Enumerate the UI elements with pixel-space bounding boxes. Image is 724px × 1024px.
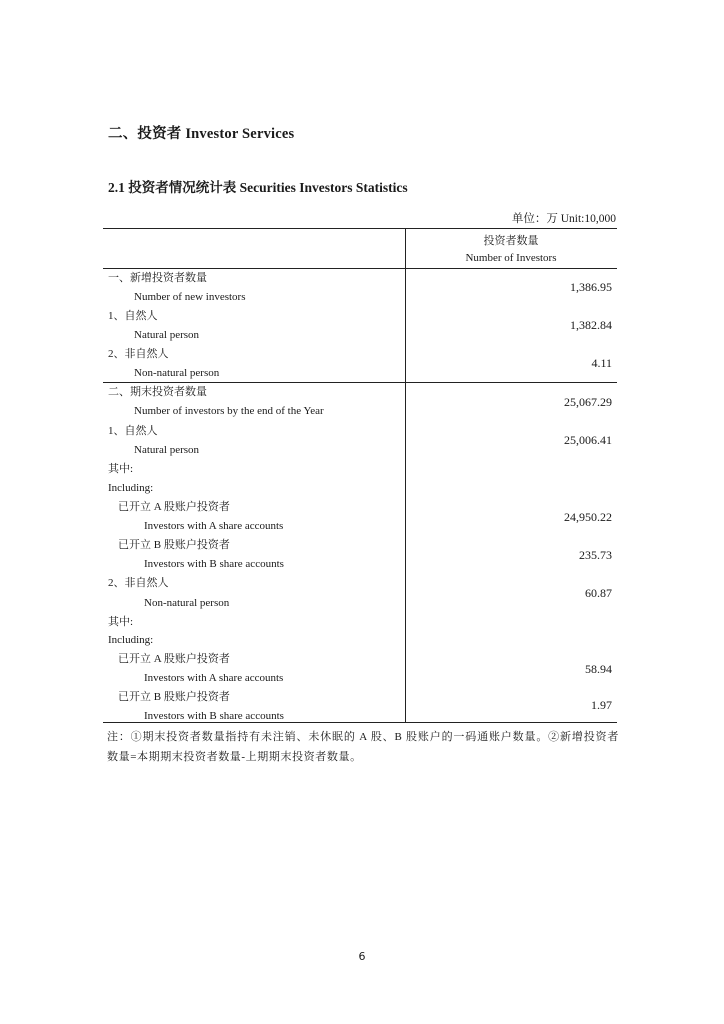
row-label-zh: 2、非自然人	[108, 577, 169, 589]
row-value: 58.94	[585, 662, 612, 676]
row-value: 235.73	[579, 548, 612, 562]
row-label-zh: 1、自然人	[108, 310, 158, 322]
row-label-zh: 已开立 A 股账户投资者	[118, 653, 230, 665]
table-top-rule	[103, 228, 617, 229]
page-number: 6	[358, 950, 366, 963]
row-label-en: Non-natural person	[144, 597, 230, 609]
footnote: 注：①期末投资者数量指持有未注销、未休眠的 A 股、B 股账户的一码通账户数量。②新增投资者数量=本期期末投资者数量-上期期末投资者数量。	[107, 731, 619, 763]
column-divider	[405, 228, 406, 723]
row-value: 1,386.95	[570, 280, 612, 294]
row-value: 25,006.41	[564, 433, 612, 447]
row-label-en: Investors with A share accounts	[144, 520, 284, 532]
row-label-en: Investors with A share accounts	[144, 672, 284, 684]
table-title: 2.1 投资者情况统计表 Securities Investors Statistics	[108, 180, 408, 195]
row-value: 60.87	[585, 586, 612, 600]
row-label-zh: 1、自然人	[108, 425, 158, 437]
row-value: 1.97	[591, 698, 612, 712]
row-label-zh: 二、期末投资者数量	[108, 386, 207, 398]
row-label-en: Natural person	[134, 444, 200, 456]
row-label-en: Investors with B share accounts	[144, 558, 284, 570]
row-label-zh: 已开立 A 股账户投资者	[118, 501, 230, 513]
row-value: 1,382.84	[570, 318, 612, 332]
unit-label: 单位：万 Unit:10,000	[511, 213, 616, 225]
section-title: 二、投资者 Investor Services	[108, 126, 295, 142]
header-bottom-rule	[103, 268, 617, 269]
header-en: Number of Investors	[465, 252, 557, 264]
row-label-en: Natural person	[134, 329, 200, 341]
row-label-en: Including:	[108, 482, 154, 494]
row-label-en: Number of new investors	[134, 291, 246, 303]
row-label-en: Including:	[108, 634, 154, 646]
row-value: 25,067.29	[564, 395, 612, 409]
section-divider-rule	[103, 382, 617, 383]
row-value: 4.11	[591, 356, 612, 370]
row-label-zh: 已开立 B 股账户投资者	[118, 539, 230, 551]
row-label-en: Investors with B share accounts	[144, 710, 284, 722]
row-label-zh: 已开立 B 股账户投资者	[118, 691, 230, 703]
row-value: 24,950.22	[564, 510, 612, 524]
row-label-en: Non-natural person	[134, 367, 220, 379]
row-label-en: Number of investors by the end of the Year	[134, 405, 324, 417]
row-label-zh: 一、新增投资者数量	[108, 272, 207, 284]
row-label-zh: 其中:	[108, 463, 134, 475]
header-zh: 投资者数量	[483, 235, 539, 247]
row-label-zh: 2、非自然人	[108, 348, 169, 360]
row-label-zh: 其中:	[108, 616, 134, 628]
